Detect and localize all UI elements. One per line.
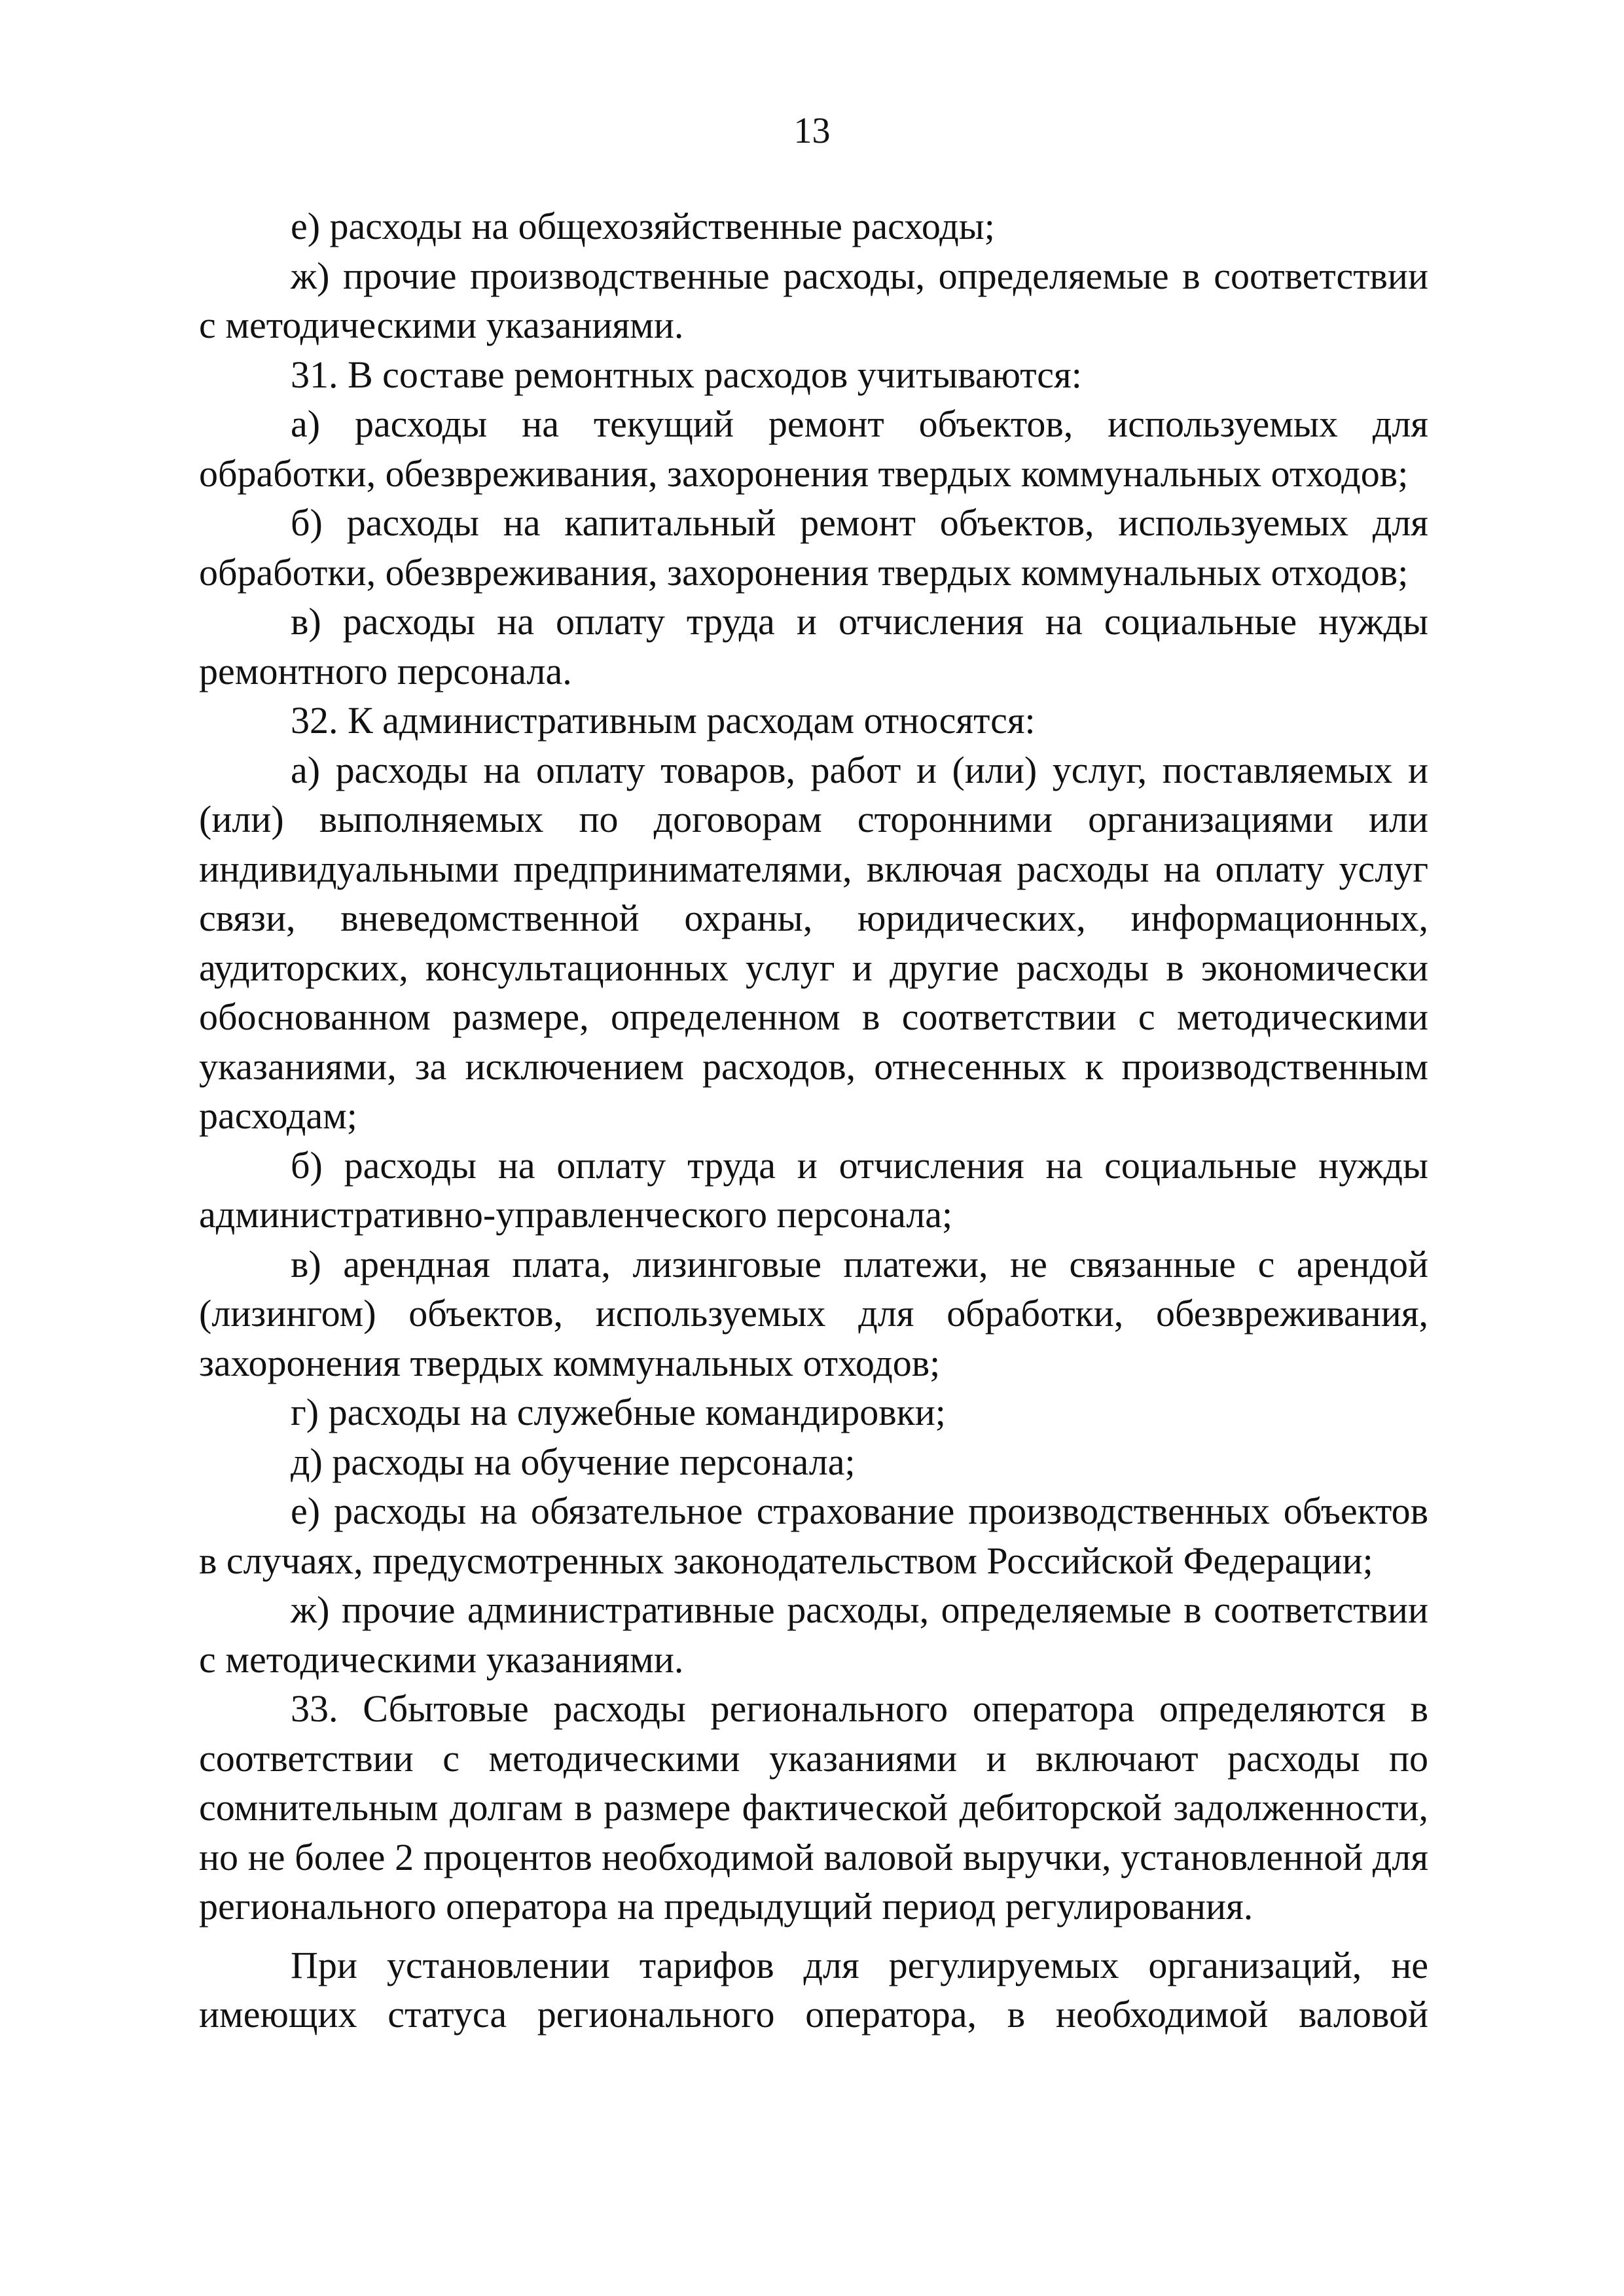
paragraph-e-general-expenses: е) расходы на общехозяйственные расходы;	[291, 205, 995, 247]
paragraph-32e-mandatory-insurance: е) расходы на обязательное страхование производственных объектов в случаях, предусмотренных законодательством Российской Федерации;	[199, 1490, 1428, 1582]
paragraph-32-administrative-expenses: 32. К административным расходам относятся:	[291, 699, 1036, 742]
page-number: 13	[793, 111, 831, 151]
paragraph-zh-other-production-expenses: ж) прочие производственные расходы, определяемые в соответствии с методическими указаниями.	[199, 254, 1428, 346]
paragraph-32b-admin-staff-wages: б) расходы на оплату труда и отчисления на социальные нужды административно-управленческого персонала;	[199, 1143, 1428, 1236]
paragraph-32d-staff-training: д) расходы на обучение персонала;	[291, 1440, 856, 1483]
paragraph-31b-capital-repair: б) расходы на капитальный ремонт объектов, используемых для обработки, обезвреживания, захоронения твердых коммунальных отходов;	[199, 501, 1428, 594]
paragraph-32a-goods-works-services: а) расходы на оплату товаров, работ и (или) услуг, поставляемых и (или) выполняемых по договорам сторонними организациями или индивидуальными предпринимателями, включая расходы на оплату услуг связи, вневедомственной охраны, юридических, информационных, аудиторских, консультационных услуг и другие расходы в экономически обоснованном размере, определенном в соответствии с методическими указаниями, за исключением расходов, отнесенных к производственным расходам;	[199, 748, 1428, 1137]
paragraph-31-repair-expenses: 31. В составе ремонтных расходов учитываются:	[291, 353, 1082, 396]
paragraph-31v-repair-staff-wages: в) расходы на оплату труда и отчисления на социальные нужды ремонтного персонала.	[199, 600, 1428, 692]
paragraph-32g-business-trips: г) расходы на служебные командировки;	[291, 1391, 946, 1433]
paragraph-32zh-other-admin-expenses: ж) прочие административные расходы, определяемые в соответствии с методическими указаниями.	[199, 1588, 1428, 1681]
paragraph-31a-current-repair: а) расходы на текущий ремонт объектов, используемых для обработки, обезвреживания, захоронения твердых коммунальных отходов;	[199, 403, 1428, 495]
paragraph-32v-rent-leasing: в) арендная плата, лизинговые платежи, не связанные с арендой (лизингом) объектов, используемых для обработки, обезвреживания, захоронения твердых коммунальных отходов;	[199, 1242, 1428, 1384]
document-body	[199, 202, 1428, 2039]
paragraph-33-sales-expenses: 33. Сбытовые расходы регионального оператора определяются в соответствии с методическими указаниями и включают расходы по сомнительным долгам в размере фактической дебиторской задолженности, но не более 2 процентов необходимой валовой выручки, установленной для регионального оператора на предыдущий период регулирования.	[199, 1687, 1428, 1928]
paragraph-tariff-setting: При установлении тарифов для регулируемых организаций, не имеющих статуса регионального оператора, в необходимой валовой	[199, 1943, 1428, 2036]
